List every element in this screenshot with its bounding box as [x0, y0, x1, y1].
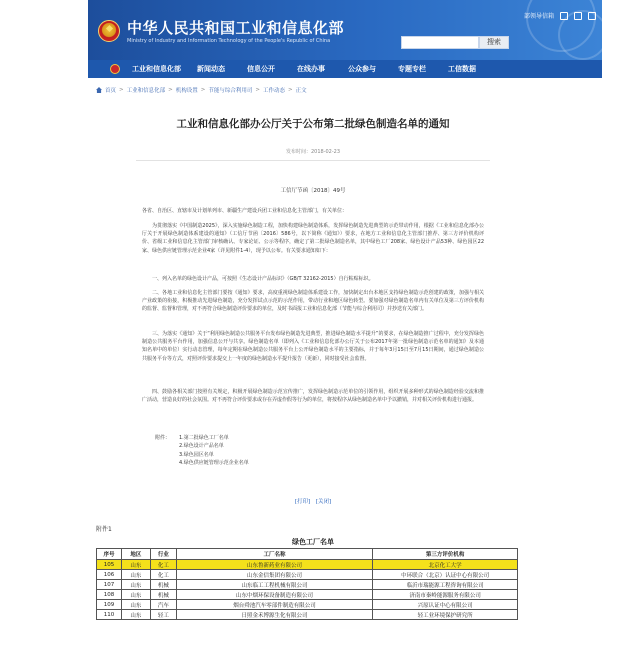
breadcrumb — [96, 86, 307, 94]
breadcrumb-separator: > — [200, 87, 206, 93]
table-title: 绿色工厂名单 — [292, 538, 334, 546]
breadcrumb-item[interactable]: 节能与综合利用司 — [208, 88, 253, 94]
search-button[interactable]: 搜索 — [479, 36, 509, 49]
close-button[interactable]: [关闭] — [315, 499, 332, 505]
cell-evaluator: 北京化工大学 — [373, 560, 518, 570]
article-paragraph: 一、列入名单的绿色设计产品，可按照《生态设计产品标识》（GB/T 32162-2015）自行粘贴标识。 — [152, 276, 374, 282]
wechat-icon[interactable] — [588, 12, 596, 20]
breadcrumb-current: 正文 — [295, 88, 307, 94]
addressee: 各省、自治区、直辖市及计划单列市、新疆生产建设兵团工业和信息化主管部门，有关单位： — [142, 208, 348, 214]
cell-evaluator: 兴原认证中心有限公司 — [373, 600, 518, 610]
cell-industry: 机械 — [150, 580, 176, 590]
column-header: 第三方评价机构 — [373, 549, 518, 560]
search-input[interactable] — [401, 36, 479, 49]
cell-evaluator: 济南市秦岭能源服务有限公司 — [373, 590, 518, 600]
divider — [136, 160, 490, 161]
article-title: 工业和信息化部办公厅关于公布第二批绿色制造名单的通知 — [176, 118, 450, 130]
nav-item-data[interactable]: 工信数据 — [448, 65, 476, 73]
cell-industry: 汽车 — [150, 600, 176, 610]
nav-item-topics[interactable]: 专题专栏 — [398, 65, 426, 73]
breadcrumb-item[interactable]: 首页 — [105, 88, 117, 94]
cell-factory-name: 山东临工工程机械有限公司 — [176, 580, 372, 590]
breadcrumb-separator: > — [288, 87, 293, 93]
cell-factory-name: 山东中烟环保设备制造有限公司 — [176, 590, 372, 600]
article-actions — [0, 497, 626, 505]
attachment-link[interactable]: 2.绿色设计产品名单 — [179, 443, 224, 450]
nav-home-icon[interactable] — [110, 64, 120, 74]
cell-industry: 化工 — [150, 560, 176, 570]
cell-region: 山东 — [121, 580, 150, 590]
nav-item-public[interactable]: 公众参与 — [348, 65, 376, 73]
cell-factory-name: 烟台舜池汽车零部件制造有限公司 — [176, 600, 372, 610]
table-row — [97, 590, 518, 600]
table-header-row — [97, 549, 518, 560]
site-subtitle: Ministry of Industry and Information Technology of the People's Republic of China — [127, 38, 331, 44]
cell-region: 山东 — [121, 570, 150, 580]
cell-industry: 轻工 — [150, 610, 176, 620]
home-icon — [96, 87, 102, 93]
cell-region: 山东 — [121, 610, 150, 620]
cell-region: 山东 — [121, 600, 150, 610]
column-header: 工厂名称 — [176, 549, 372, 560]
article-paragraph: 二、各地工业和信息化主管部门要按《通知》要求，高度重视绿色制造体系建设工作，加快制定出台本地区支持绿色制造示范创建的政策，加强与相关产业政策的衔接，积极推动先进绿色制造，充分发挥试点示范的示范作用，带动行业和地区绿色转型。要加强对绿色制造名单内有关单位及第三方评价机构的监督、监督和管理，对不再符合绿色制造评价要求的单位，及时书面报工业和信息化部（节能与综合利用司）并抄送有关部门。 — [142, 290, 484, 313]
national-emblem-icon — [98, 20, 120, 42]
table-row — [97, 610, 518, 620]
green-factory-table — [96, 548, 518, 620]
article-paragraph: 四、鼓励各相关部门按照有关规定，积极开展绿色制造示范宣传推广，发挥绿色制造示范单位的引领作用，组织开展多种形式的绿色制造经验交流和推广活动，营造良好的社会氛围。对不再符合评价要求或存在弄虚作假等行为的单位，将按程序从绿色制造名单中予以撤销，并对相关评价机构进行通报。 — [142, 389, 484, 404]
cell-industry: 化工 — [150, 570, 176, 580]
nav-item-ministry[interactable]: 工业和信息化部 — [132, 65, 181, 73]
table-row — [97, 560, 518, 570]
top-links — [524, 11, 596, 20]
site-title[interactable]: 中华人民共和国工业和信息化部 — [127, 19, 345, 37]
breadcrumb-separator: > — [168, 87, 173, 93]
column-header: 行业 — [150, 549, 176, 560]
cell-region: 山东 — [121, 590, 150, 600]
nav-item-online-services[interactable]: 在线办事 — [297, 65, 325, 73]
breadcrumb-item[interactable]: 机构设置 — [175, 88, 198, 94]
nav-item-news[interactable]: 新闻动态 — [197, 65, 225, 73]
cell-row-number: 105 — [97, 560, 122, 570]
attachment-link[interactable]: 4.绿色供应链管理示范企业名单 — [179, 459, 249, 466]
article-paragraph: 为贯彻落实《中国制造2025》，深入实施绿色制造工程，加快构建绿色制造体系，发挥绿色制造先进典型的示范带动作用，根据《工业和信息化部办公厅关于开展绿色制造体系建设的通知》（工信厅节函〔2016〕586号，以下简称《通知》）要求，在地方工业和信息化主管部门推荐、第三方评价机构评价、省级工业和信息化主管部门审核确认、专家论证、公示等程序，确定了第二批绿色制造名单，其中绿色工厂208家、绿色设计产品53种、绿色园区22家、绿色供应链管理示范企业4家（详见附件1-4），现予以公布。有关要求通知如下： — [142, 223, 484, 254]
cell-row-number: 106 — [97, 570, 122, 580]
cell-region: 山东 — [121, 560, 150, 570]
attachment-list — [155, 434, 249, 467]
table-row — [97, 570, 518, 580]
table-row — [97, 580, 518, 590]
column-header: 序号 — [97, 549, 122, 560]
attachment-link[interactable]: 1.第二批绿色工厂名单 — [179, 435, 229, 441]
publish-date: 发布时间：2018-02-23 — [285, 149, 341, 155]
document-number: 工信厅节函〔2018〕49号 — [280, 188, 346, 194]
cell-factory-name: 山东金信集团有限公司 — [176, 570, 372, 580]
cell-row-number: 107 — [97, 580, 122, 590]
appendix-label: 附件1 — [96, 526, 112, 533]
attachments-label: 附件： — [155, 435, 171, 441]
cell-evaluator: 轻工业环境保护研究所 — [373, 610, 518, 620]
cell-evaluator: 临沂市瑞能源工程咨询有限公司 — [373, 580, 518, 590]
column-header: 地区 — [121, 549, 150, 560]
attachment-link[interactable]: 3.绿色园区名单 — [179, 451, 214, 458]
leader-mailbox-link[interactable]: 部领导信箱 — [523, 13, 554, 20]
weibo-icon[interactable] — [574, 12, 582, 20]
breadcrumb-item[interactable]: 工业和信息化部 — [126, 88, 166, 94]
cell-factory-name: 山东鲁新药业有限公司 — [176, 560, 372, 570]
cell-row-number: 110 — [97, 610, 122, 620]
cell-factory-name: 日照金禾博源生化有限公司 — [176, 610, 372, 620]
nav-item-disclosure[interactable]: 信息公开 — [247, 65, 275, 73]
breadcrumb-separator: > — [255, 87, 260, 93]
mobile-icon[interactable] — [560, 12, 568, 20]
breadcrumb-item[interactable]: 工作动态 — [263, 88, 286, 94]
cell-evaluator: 中环联合（北京）认证中心有限公司 — [373, 570, 518, 580]
cell-industry: 机械 — [150, 590, 176, 600]
print-button[interactable]: [打印] — [294, 499, 311, 505]
cell-row-number: 108 — [97, 590, 122, 600]
breadcrumb-separator: > — [119, 87, 124, 93]
cell-row-number: 109 — [97, 600, 122, 610]
article-paragraph: 三、为落实《通知》关于“利用绿色制造公共服务平台发布绿色制造先进典型，推进绿色制造水平提升”的要求，在绿色制造推广过程中，充分发挥绿色制造公共服务平台作用，加强信息公开与共享。绿色制造名单（即列入《工业和信息化部办公厅关于公布2017年第一批绿色制造示范名单的通知》及本通知名单中的单位）实行动态管理，每年定期在绿色制造公共服务平台上公开绿色制造水平的主要指标，并于每年3月15日至7月15日期间，通过绿色制造公共服务平台等方式，对照评价要求提交上一年度的绿色制造水平提升报告（更新），同时接受社会监督。 — [142, 331, 484, 362]
table-row — [97, 600, 518, 610]
